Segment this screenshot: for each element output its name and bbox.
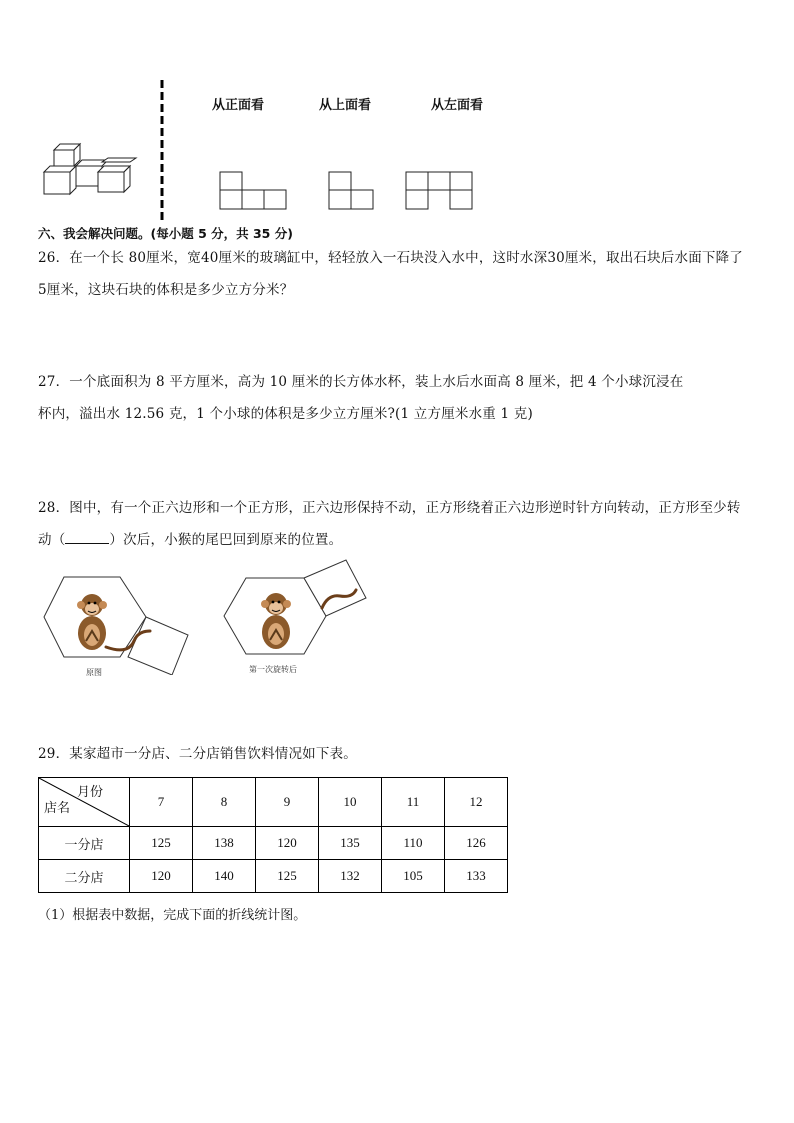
header-store-label: 店名	[44, 800, 71, 815]
front-view-label: 从正面看	[212, 98, 265, 113]
top-view-grid	[328, 171, 378, 211]
value-cell: 120	[256, 827, 319, 860]
value-cell: 135	[319, 827, 382, 860]
table-header-diagonal-cell	[39, 778, 130, 827]
q26-line-1: 26．在一个长 80厘米，宽40厘米的玻璃缸中，轻轻放入一石块没入水中，这时水深30厘米，取出石块后水面下降了	[38, 250, 744, 266]
caption-original: 原图	[86, 668, 102, 677]
value-cell: 140	[193, 860, 256, 893]
store-name-cell: 二分店	[39, 860, 130, 893]
q28-line-2: 动（ ）次后，小猴的尾巴回到原来的位置。	[38, 524, 741, 556]
month-cell: 8	[193, 778, 256, 827]
sales-table	[38, 777, 508, 893]
dashed-divider	[159, 80, 165, 222]
monkey-icon	[77, 594, 107, 650]
month-cell: 11	[382, 778, 445, 827]
front-view-grid	[219, 171, 289, 211]
value-cell: 110	[382, 827, 445, 860]
value-cell: 126	[445, 827, 508, 860]
value-cell: 125	[130, 827, 193, 860]
left-view-label: 从左面看	[431, 98, 484, 113]
store-name-cell: 一分店	[39, 827, 130, 860]
question-27	[38, 366, 683, 430]
hexagon-square-rotated-figure	[222, 558, 372, 662]
question-26	[38, 242, 743, 306]
value-cell: 133	[445, 860, 508, 893]
table-row	[39, 860, 508, 893]
q26-line-2: 5厘米，这块石块的体积是多少立方分米？	[38, 282, 294, 298]
question-28	[38, 492, 741, 556]
caption-rotated: 第一次旋转后	[249, 665, 297, 674]
month-cell: 9	[256, 778, 319, 827]
value-cell: 125	[256, 860, 319, 893]
hexagon-square-original-figure	[42, 575, 192, 675]
q27-line-2: 杯内，溢出水 12.56 克，1 个小球的体积是多少立方厘米?(1 立方厘米水重 1 克)	[38, 406, 533, 422]
answer-blank[interactable]	[65, 529, 109, 544]
value-cell: 132	[319, 860, 382, 893]
month-cell: 10	[319, 778, 382, 827]
left-view-grid	[405, 171, 477, 211]
header-month-label: 月份	[76, 784, 103, 799]
cube-stack-figure	[40, 138, 142, 198]
top-view-label: 从上面看	[319, 98, 372, 113]
month-cell: 7	[130, 778, 193, 827]
value-cell: 105	[382, 860, 445, 893]
month-cell: 12	[445, 778, 508, 827]
value-cell: 138	[193, 827, 256, 860]
table-row	[39, 827, 508, 860]
section-6-title: 六、我会解决问题。(每小题 5 分，共 35 分)	[38, 226, 293, 241]
q27-line-1: 27．一个底面积为 8 平方厘米，高为 10 厘米的长方体水杯，装上水后水面高 8 厘米，把 4 个小球沉浸在	[38, 374, 684, 390]
monkey-icon	[261, 593, 291, 649]
q28-line-1: 28．图中，有一个正六边形和一个正方形，正六边形保持不动，正方形绕着正六边形逆时针方向转动，正方形至少转	[38, 500, 741, 516]
value-cell: 120	[130, 860, 193, 893]
q29-sub-question-1: （1）根据表中数据，完成下面的折线统计图。	[38, 908, 307, 923]
q29-intro: 29．某家超市一分店、二分店销售饮料情况如下表。	[38, 746, 357, 762]
